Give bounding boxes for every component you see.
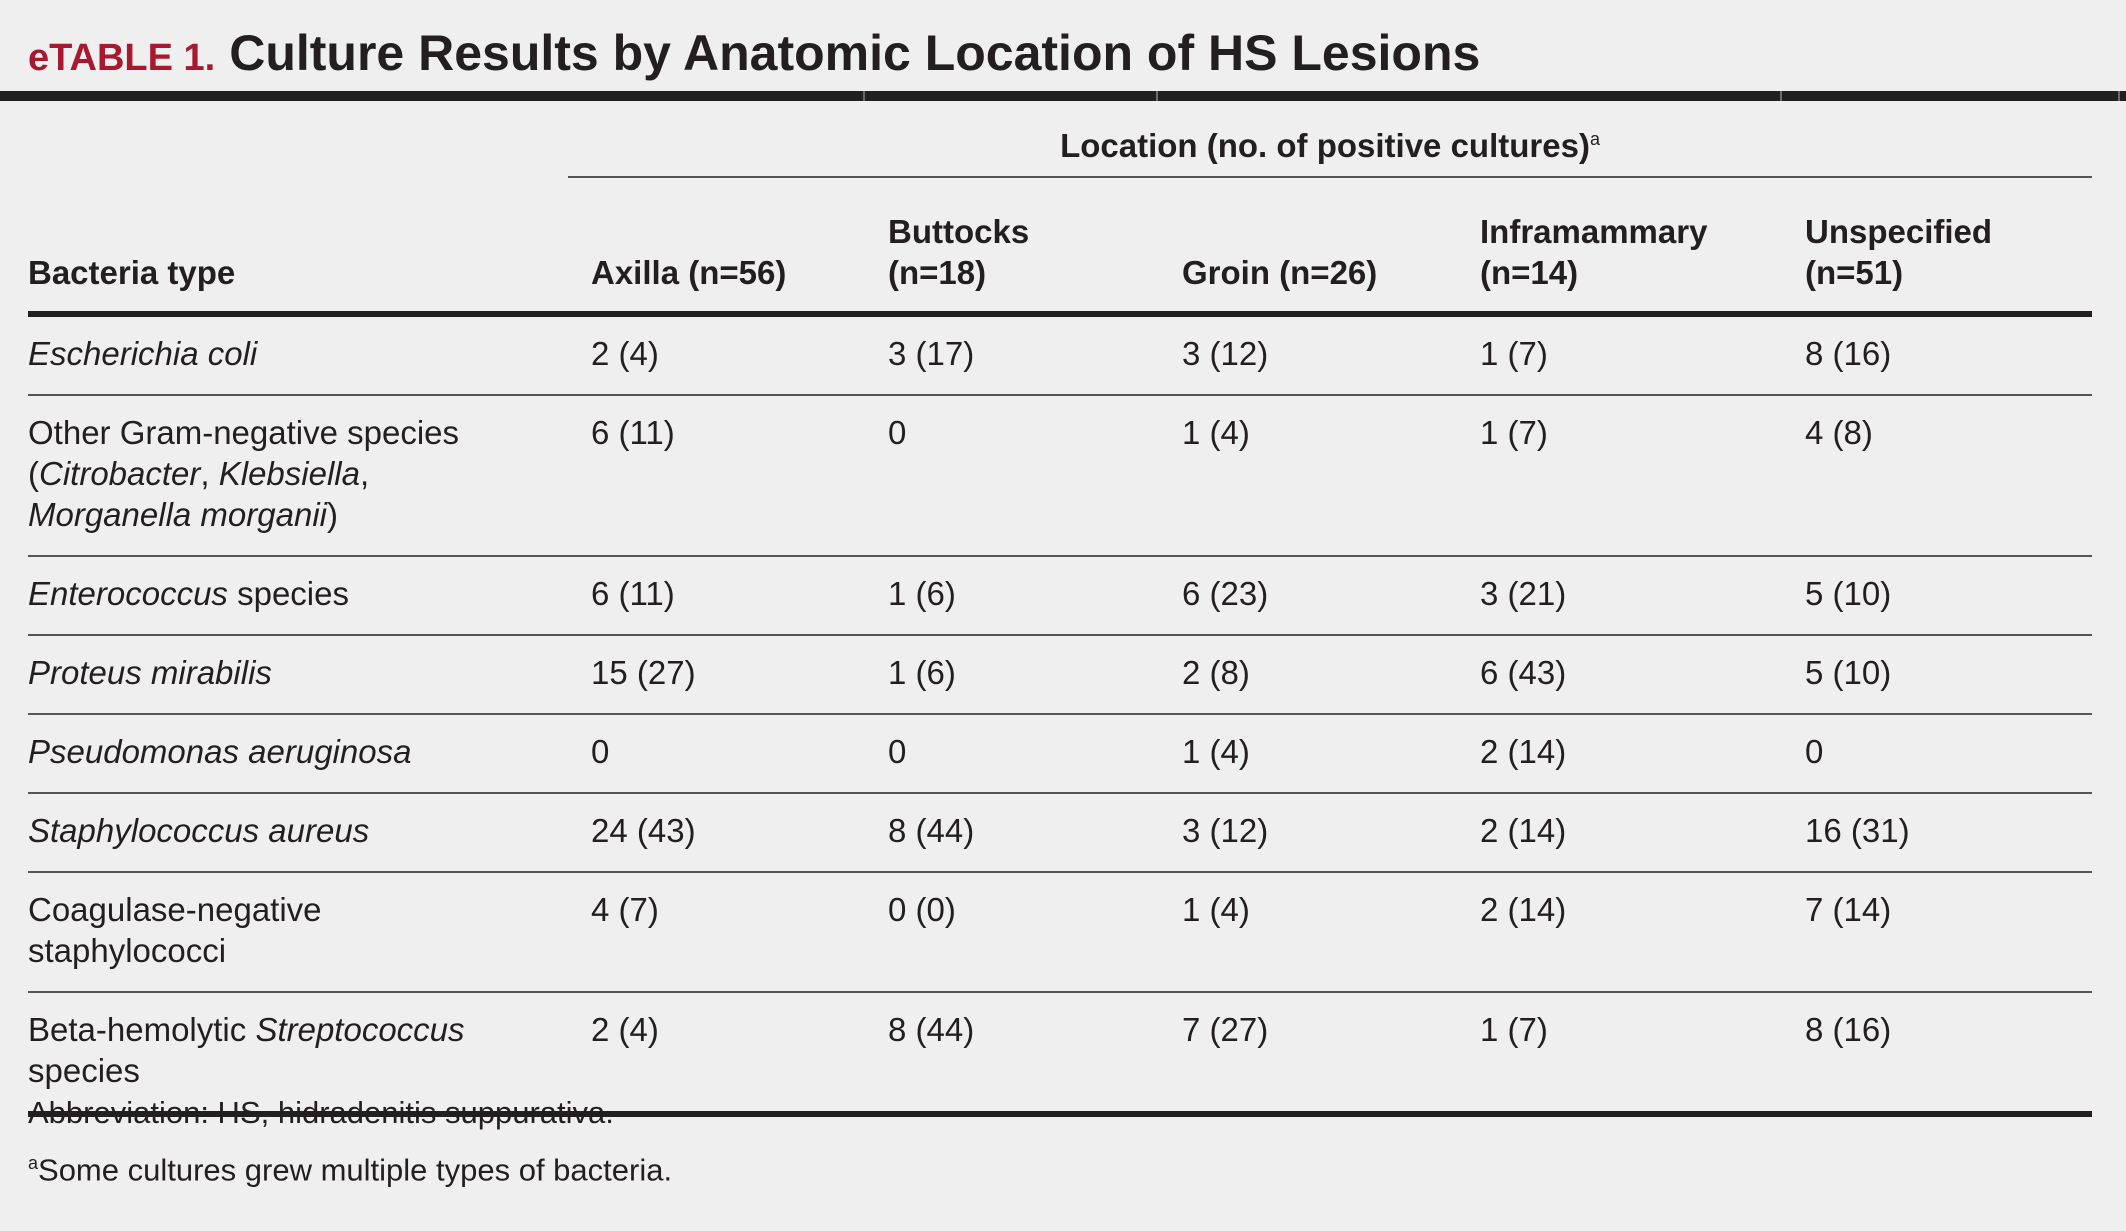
bacteria-type-cell <box>28 314 568 395</box>
location-group-header <box>568 108 2092 177</box>
bacteria-name-segment: Klebsiella <box>218 455 360 492</box>
culture-count-cell: 2 (8) <box>1159 635 1457 714</box>
abbreviation-footnote: Abbreviation: HS, hidradenitis suppurativa. <box>28 1095 614 1130</box>
bacteria-name-segment: species <box>28 1052 140 1089</box>
culture-count-cell: 8 (44) <box>865 793 1159 872</box>
bacteria-name-segment: Streptococcus <box>255 1011 465 1048</box>
culture-count-cell: 0 <box>1782 714 2092 793</box>
culture-count-cell: 2 (14) <box>1457 714 1782 793</box>
culture-count-cell: 1 (6) <box>865 556 1159 635</box>
column-header-text: Groin (n=26) <box>1182 254 1378 291</box>
table-row <box>28 395 2092 556</box>
top-rule-tick <box>1156 91 1158 101</box>
culture-count-cell: 1 (4) <box>1159 395 1457 556</box>
table-row <box>28 872 2092 992</box>
top-rule-tick <box>1780 91 1782 101</box>
table-body <box>28 314 2092 1114</box>
bacteria-type-cell <box>28 556 568 635</box>
column-header-text: Buttocks <box>888 213 1030 250</box>
culture-count-cell: 15 (27) <box>568 635 865 714</box>
table-row <box>28 556 2092 635</box>
culture-count-cell: 1 (4) <box>1159 872 1457 992</box>
culture-count-cell: 2 (4) <box>568 314 865 395</box>
top-rule-tick <box>2118 91 2120 101</box>
culture-count-cell: 2 (4) <box>568 992 865 1114</box>
culture-count-cell: 0 (0) <box>865 872 1159 992</box>
culture-count-cell: 24 (43) <box>568 793 865 872</box>
culture-count-cell: 0 <box>865 395 1159 556</box>
bacteria-name-segment: Other Gram-negative species ( <box>28 414 460 492</box>
culture-count-cell: 0 <box>568 714 865 793</box>
bacteria-name-segment: Citrobacter <box>39 455 201 492</box>
column-header <box>865 177 1159 314</box>
culture-count-cell: 8 (16) <box>1782 314 2092 395</box>
table-label: eTABLE 1. <box>28 37 216 79</box>
culture-results-table <box>28 108 2092 1117</box>
table-row <box>28 314 2092 395</box>
column-header-text: Unspecified <box>1805 213 1993 250</box>
column-header <box>568 177 865 314</box>
group-header-row <box>28 108 2092 177</box>
bacteria-name-segment: , <box>200 455 219 492</box>
culture-count-cell: 2 (14) <box>1457 793 1782 872</box>
culture-count-cell: 1 (7) <box>1457 395 1782 556</box>
column-header <box>28 177 568 314</box>
culture-count-cell: 16 (31) <box>1782 793 2092 872</box>
column-header <box>1159 177 1457 314</box>
culture-count-cell: 7 (14) <box>1782 872 2092 992</box>
column-header-text: (n=51) <box>1805 254 1904 291</box>
culture-count-cell: 3 (17) <box>865 314 1159 395</box>
bacteria-type-cell <box>28 872 568 992</box>
table-row <box>28 714 2092 793</box>
location-group-header-text: Location (no. of positive cultures) <box>1060 126 1590 164</box>
culture-count-cell: 4 (7) <box>568 872 865 992</box>
bacteria-name-segment: , <box>359 455 370 492</box>
table-row <box>28 635 2092 714</box>
column-header-text: (n=14) <box>1480 254 1579 291</box>
bacteria-name-segment: Coagulase-negative staphylococci <box>28 891 322 969</box>
culture-count-cell: 5 (10) <box>1782 635 2092 714</box>
culture-count-cell: 4 (8) <box>1782 395 2092 556</box>
culture-count-cell: 6 (11) <box>568 395 865 556</box>
culture-count-cell: 3 (12) <box>1159 793 1457 872</box>
culture-count-cell: 3 (12) <box>1159 314 1457 395</box>
bacteria-name-segment: Enterococcus <box>28 575 228 612</box>
culture-count-cell: 1 (6) <box>865 635 1159 714</box>
bacteria-name-segment: Proteus mirabilis <box>28 654 272 691</box>
table-title-text: Culture Results by Anatomic Location of HS Lesions <box>229 25 1481 81</box>
culture-count-cell: 1 (4) <box>1159 714 1457 793</box>
column-header-row <box>28 177 2092 314</box>
culture-count-cell: 5 (10) <box>1782 556 2092 635</box>
bacteria-type-cell <box>28 635 568 714</box>
column-header-text: Bacteria type <box>28 254 236 291</box>
table-row <box>28 793 2092 872</box>
bacteria-type-cell <box>28 793 568 872</box>
culture-count-cell: 3 (21) <box>1457 556 1782 635</box>
footnote-marker: a <box>1589 128 1600 149</box>
footnote-text: Some cultures grew multiple types of bacteria. <box>38 1152 673 1188</box>
culture-count-cell: 6 (23) <box>1159 556 1457 635</box>
culture-count-cell: 1 (7) <box>1457 314 1782 395</box>
bacteria-name-segment: species <box>227 575 349 612</box>
bacteria-type-cell <box>28 714 568 793</box>
culture-count-cell: 1 (7) <box>1457 992 1782 1114</box>
column-header <box>1782 177 2092 314</box>
bacteria-type-cell <box>28 395 568 556</box>
bacteria-name-segment: Escherichia coli <box>28 335 258 372</box>
footnote-marker: a <box>28 1153 39 1173</box>
bacteria-name-segment: ) <box>326 496 338 533</box>
group-header-blank <box>28 108 568 177</box>
culture-count-cell: 0 <box>865 714 1159 793</box>
bacteria-name-segment: Pseudomonas aeruginosa <box>28 733 412 770</box>
top-rule-tick <box>863 91 865 101</box>
bacteria-name-segment: Staphylococcus aureus <box>28 812 370 849</box>
column-header-text: Axilla (n=56) <box>591 254 787 291</box>
bacteria-name-segment: Beta-hemolytic <box>28 1011 256 1048</box>
column-header <box>1457 177 1782 314</box>
bacteria-name-segment: Morganella morganii <box>28 496 327 533</box>
culture-count-cell: 6 (43) <box>1457 635 1782 714</box>
culture-count-cell: 7 (27) <box>1159 992 1457 1114</box>
top-rule <box>0 91 2126 101</box>
culture-count-cell: 8 (16) <box>1782 992 2092 1114</box>
column-header-text: Inframammary <box>1480 213 1708 250</box>
culture-count-cell: 8 (44) <box>865 992 1159 1114</box>
culture-count-cell: 6 (11) <box>568 556 865 635</box>
culture-count-cell: 2 (14) <box>1457 872 1782 992</box>
column-header-text: (n=18) <box>888 254 987 291</box>
superscript-footnote <box>28 1143 672 1190</box>
table-title <box>28 18 1480 93</box>
